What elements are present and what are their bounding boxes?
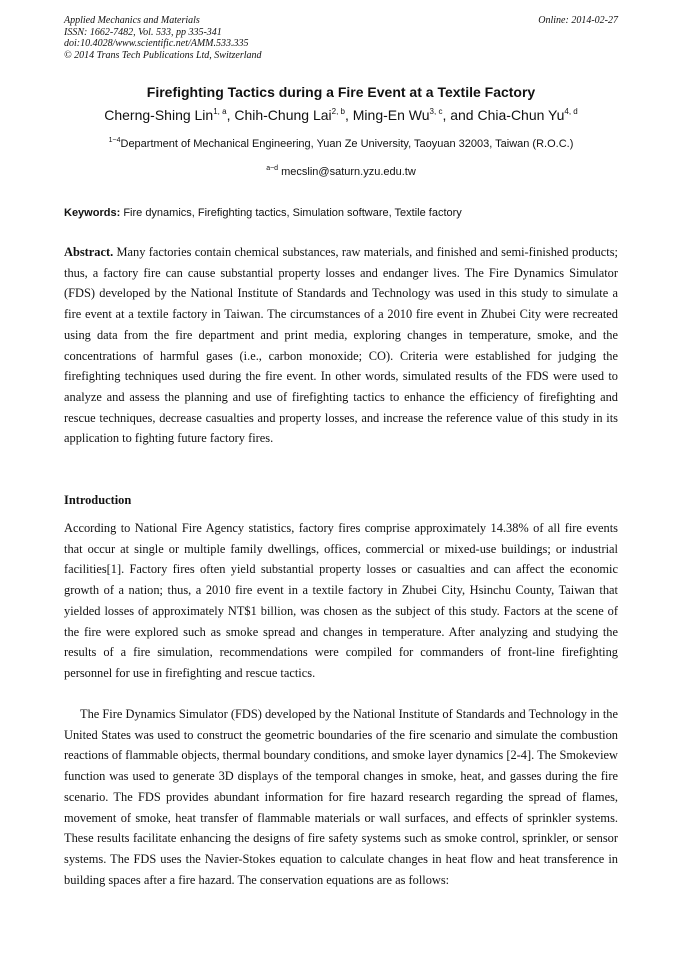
issn-line: ISSN: 1662-7482, Vol. 533, pp 335-341 xyxy=(64,26,222,38)
affiliation-text: Department of Mechanical Engineering, Yuan Ze University, Taoyuan 32003, Taiwan (R.O.C.) xyxy=(120,138,574,150)
paper-title: Firefighting Tactics during a Fire Event at a Textile Factory xyxy=(146,84,536,100)
introduction-paragraph-2: The Fire Dynamics Simulator (FDS) developed by the National Institute of Standards and Technology in the United States was used to construct the geometric boundaries of the fire scenario and simulate the combustion reactions of flammable objects, thermal boundary conditions, and smoke layer dynamics [2-4]. The Smokeview function was used to generate 3D displays of the temporal changes in smoke, heat, and gasses during the fire scenario. The FDS provides abundant information for fire hazard research regarding the spread of flames, movement of smoke, heat transfer of flammable materials or wall surfaces, and effects of sprinkler systems. These results facilitate enhancing the designs of fire safety systems such as smoke control, sprinkler, or sensor systems. The FDS uses the Navier-Stokes equation to calculate changes in heat flow and heat transference in building spaces after a fire hazard. The conservation equations are as follows: xyxy=(64,707,618,887)
author-affiliation-mark: 3, c xyxy=(429,107,443,116)
email-address: mecslin@saturn.yzu.edu.tw xyxy=(281,166,416,178)
author-name: Chih-Chung Lai xyxy=(234,107,332,123)
keywords-text: Fire dynamics, Firefighting tactics, Simulation software, Textile factory xyxy=(123,207,462,219)
abstract xyxy=(64,242,618,449)
author-affiliation-mark: 2, b xyxy=(331,107,345,116)
copyright-line: © 2014 Trans Tech Publications Ltd, Switzerland xyxy=(64,49,262,61)
keywords xyxy=(64,207,618,219)
author-name: Cherng-Shing Lin xyxy=(104,107,214,123)
section-heading-introduction: Introduction xyxy=(64,493,132,507)
affiliation xyxy=(64,137,618,150)
author-affiliation-mark: 1, a xyxy=(213,107,227,116)
author-affiliation-mark: 4, d xyxy=(564,107,578,116)
journal-name: Applied Mechanics and Materials xyxy=(64,15,200,26)
author-separator: , xyxy=(344,107,353,123)
author-name: Ming-En Wu xyxy=(352,107,430,123)
author-name: Chia-Chun Yu xyxy=(477,107,565,123)
doi-line: doi:10.4028/www.scientific.net/AMM.533.335 xyxy=(64,38,249,49)
author-separator: , and xyxy=(442,107,478,123)
keywords-label: Keywords: xyxy=(64,207,121,219)
author-list xyxy=(64,107,618,123)
introduction-paragraph-1: According to National Fire Agency statistics, factory fires comprise approximately 14.38% of all fire events that occur at single or multiple family dwellings, offices, commercial or mixed-use buildings; or industrial facilities[1]. Factory fires often yield substantial property losses or casualties and can affect the economic growth of a nation; thus, a 2010 fire event in a textile factory in Zhubei City, Hsinchu County, Taiwan that yielded losses of approximately NT$1 billion, was chosen as the subject of this study. Factors at the scene of the fire were explored such as smoke spread and changes in temperature. After analyzing and studying the results of a fire simulation, recommendations were compiled for commanders of front-line firefighting personnel for use in firefighting and rescue tactics. xyxy=(64,521,618,680)
online-date: Online: 2014-02-27 xyxy=(538,15,618,26)
abstract-text: Many factories contain chemical substances, raw materials, and finished and semi-finished products; thus, a factory fire can cause substantial property losses and endanger lives. The Fire Dynamics Simulator (FDS) developed by the National Institute of Standards and Technology was used in this study to simulate a fire event at a textile factory in Taiwan. The circumstances of a 2010 fire event in Zhubei City were recreated using data from the fire department and print media, exploring changes in temperature, smoke, and the concentrations of harmful gases (i.e., carbon monoxide; CO). Criteria were established for judging the firefighting techniques used during the fire event. In other words, simulated results of the FDS were used to analyze and assess the planning and use of firefighting tactics to enhance the efficiency of firefighting and rescue techniques, decrease casualties and property losses, and increase the reference value of this study in its application to fighting future factory fires. xyxy=(64,245,618,446)
author-separator: , xyxy=(226,107,235,123)
email-line xyxy=(64,165,618,178)
email-mark: a~d xyxy=(266,165,279,172)
journal-header xyxy=(64,15,618,61)
abstract-label: Abstract. xyxy=(64,245,114,259)
affiliation-mark: 1~4 xyxy=(108,137,121,144)
